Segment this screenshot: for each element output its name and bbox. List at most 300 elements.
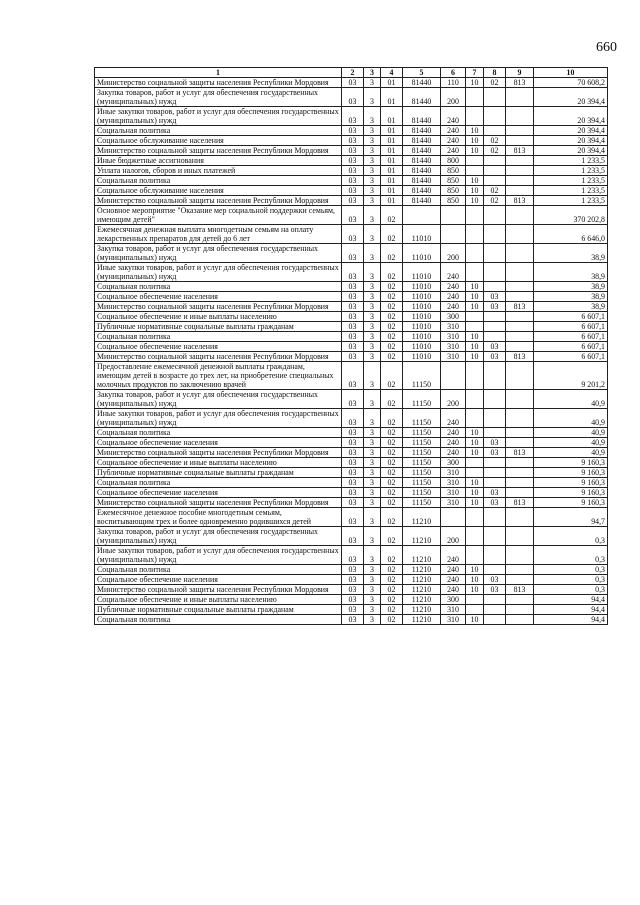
row-name-cell: Социальное обеспечение населения bbox=[95, 488, 342, 498]
subsection-code-cell bbox=[484, 166, 506, 176]
expense-type-cell: 310 bbox=[441, 488, 466, 498]
row-name-cell: Социальная политика bbox=[95, 478, 342, 488]
expense-type-cell: 310 bbox=[441, 468, 466, 478]
program-cell: 3 bbox=[364, 498, 381, 508]
subsection-code-cell: 03 bbox=[484, 292, 506, 302]
row-name-cell: Социальное обеспечение населения bbox=[95, 342, 342, 352]
target-item-cell: 11150 bbox=[403, 362, 441, 390]
table-row bbox=[95, 342, 608, 352]
target-item-cell: 11010 bbox=[403, 322, 441, 332]
expense-type-cell: 310 bbox=[441, 342, 466, 352]
expense-type-cell: 240 bbox=[441, 107, 466, 126]
expense-type-cell: 310 bbox=[441, 615, 466, 625]
amount-cell: 40,9 bbox=[534, 409, 608, 428]
subprogram-cell: 01 bbox=[381, 176, 403, 186]
expense-type-cell: 300 bbox=[441, 458, 466, 468]
table-row bbox=[95, 595, 608, 605]
subprogram-cell: 02 bbox=[381, 342, 403, 352]
subsection-code-cell: 03 bbox=[484, 342, 506, 352]
expense-type-cell: 240 bbox=[441, 126, 466, 136]
row-name-cell: Иные закупки товаров, работ и услуг для обеспечения государственных (муниципальных) нужд bbox=[95, 107, 342, 126]
table-row bbox=[95, 585, 608, 595]
section-cell: 03 bbox=[342, 332, 364, 342]
subsection-code-cell: 02 bbox=[484, 136, 506, 146]
amount-cell: 9 201,2 bbox=[534, 362, 608, 390]
amount-cell: 9 160,3 bbox=[534, 488, 608, 498]
row-name-cell: Закупка товаров, работ и услуг для обеспечения государственных (муниципальных) нужд bbox=[95, 244, 342, 263]
section-cell: 03 bbox=[342, 78, 364, 88]
subprogram-cell: 02 bbox=[381, 605, 403, 615]
subprogram-cell: 01 bbox=[381, 88, 403, 107]
amount-cell: 94,4 bbox=[534, 595, 608, 605]
program-cell: 3 bbox=[364, 546, 381, 565]
program-cell: 3 bbox=[364, 146, 381, 156]
subprogram-cell: 02 bbox=[381, 263, 403, 282]
row-name-cell: Закупка товаров, работ и услуг для обеспечения государственных (муниципальных) нужд bbox=[95, 527, 342, 546]
program-cell: 3 bbox=[364, 88, 381, 107]
target-item-cell: 11210 bbox=[403, 546, 441, 565]
table-row bbox=[95, 136, 608, 146]
program-cell: 3 bbox=[364, 176, 381, 186]
amount-cell: 6 607,1 bbox=[534, 312, 608, 322]
expense-type-cell: 310 bbox=[441, 322, 466, 332]
row-name-cell: Социальная политика bbox=[95, 565, 342, 575]
target-item-cell: 11010 bbox=[403, 332, 441, 342]
table-row bbox=[95, 605, 608, 615]
program-cell: 3 bbox=[364, 527, 381, 546]
ministry-code-cell bbox=[506, 312, 534, 322]
amount-cell: 9 160,3 bbox=[534, 458, 608, 468]
section-cell: 03 bbox=[342, 136, 364, 146]
section-code-cell bbox=[466, 263, 484, 282]
section-cell: 03 bbox=[342, 458, 364, 468]
subprogram-cell: 02 bbox=[381, 312, 403, 322]
target-item-cell: 11210 bbox=[403, 615, 441, 625]
program-cell: 3 bbox=[364, 575, 381, 585]
amount-cell: 0,3 bbox=[534, 546, 608, 565]
amount-cell: 9 160,3 bbox=[534, 498, 608, 508]
target-item-cell: 11150 bbox=[403, 438, 441, 448]
subprogram-cell: 02 bbox=[381, 362, 403, 390]
section-cell: 03 bbox=[342, 546, 364, 565]
column-header: 10 bbox=[534, 68, 608, 78]
program-cell: 3 bbox=[364, 107, 381, 126]
program-cell: 3 bbox=[364, 409, 381, 428]
subsection-code-cell bbox=[484, 107, 506, 126]
table-row bbox=[95, 448, 608, 458]
section-code-cell: 10 bbox=[466, 146, 484, 156]
section-cell: 03 bbox=[342, 478, 364, 488]
ministry-code-cell bbox=[506, 595, 534, 605]
section-cell: 03 bbox=[342, 186, 364, 196]
subprogram-cell: 02 bbox=[381, 332, 403, 342]
expense-type-cell bbox=[441, 225, 466, 244]
amount-cell: 370 202,8 bbox=[534, 206, 608, 225]
table-row bbox=[95, 263, 608, 282]
section-cell: 03 bbox=[342, 488, 364, 498]
section-code-cell: 10 bbox=[466, 302, 484, 312]
table-row bbox=[95, 282, 608, 292]
expense-type-cell: 240 bbox=[441, 409, 466, 428]
row-name-cell: Социальное обеспечение и иные выплаты населению bbox=[95, 595, 342, 605]
subprogram-cell: 02 bbox=[381, 508, 403, 527]
subprogram-cell: 02 bbox=[381, 468, 403, 478]
table-row bbox=[95, 225, 608, 244]
subprogram-cell: 01 bbox=[381, 196, 403, 206]
expense-type-cell: 110 bbox=[441, 78, 466, 88]
subsection-code-cell bbox=[484, 527, 506, 546]
row-name-cell: Социальное обслуживание населения bbox=[95, 186, 342, 196]
ministry-code-cell bbox=[506, 409, 534, 428]
table-row bbox=[95, 362, 608, 390]
table-row bbox=[95, 244, 608, 263]
subsection-code-cell: 03 bbox=[484, 302, 506, 312]
section-code-cell: 10 bbox=[466, 186, 484, 196]
section-code-cell: 10 bbox=[466, 196, 484, 206]
target-item-cell: 11150 bbox=[403, 458, 441, 468]
amount-cell: 40,9 bbox=[534, 448, 608, 458]
row-name-cell: Социальное обеспечение и иные выплаты населению bbox=[95, 458, 342, 468]
target-item-cell: 11210 bbox=[403, 527, 441, 546]
amount-cell: 6 607,1 bbox=[534, 332, 608, 342]
row-name-cell: Министерство социальной защиты населения Республики Мордовия bbox=[95, 448, 342, 458]
ministry-code-cell bbox=[506, 468, 534, 478]
row-name-cell: Министерство социальной защиты населения Республики Мордовия bbox=[95, 498, 342, 508]
row-name-cell: Иные закупки товаров, работ и услуг для обеспечения государственных (муниципальных) нужд bbox=[95, 546, 342, 565]
amount-cell: 9 160,3 bbox=[534, 478, 608, 488]
amount-cell: 70 608,2 bbox=[534, 78, 608, 88]
ministry-code-cell bbox=[506, 176, 534, 186]
section-cell: 03 bbox=[342, 565, 364, 575]
ministry-code-cell: 813 bbox=[506, 585, 534, 595]
ministry-code-cell bbox=[506, 488, 534, 498]
amount-cell: 38,9 bbox=[534, 282, 608, 292]
program-cell: 3 bbox=[364, 488, 381, 498]
section-code-cell bbox=[466, 322, 484, 332]
row-name-cell: Ежемесячная денежная выплата многодетным семьям на оплату лекарственных препаратов для детей до 6 лет bbox=[95, 225, 342, 244]
target-item-cell: 81440 bbox=[403, 156, 441, 166]
target-item-cell: 11210 bbox=[403, 575, 441, 585]
program-cell: 3 bbox=[364, 615, 381, 625]
section-code-cell: 10 bbox=[466, 292, 484, 302]
program-cell: 3 bbox=[364, 302, 381, 312]
target-item-cell: 11010 bbox=[403, 244, 441, 263]
expense-type-cell: 310 bbox=[441, 332, 466, 342]
section-cell: 03 bbox=[342, 322, 364, 332]
ministry-code-cell bbox=[506, 478, 534, 488]
section-cell: 03 bbox=[342, 595, 364, 605]
program-cell: 3 bbox=[364, 292, 381, 302]
column-header: 1 bbox=[95, 68, 342, 78]
table-row bbox=[95, 322, 608, 332]
subprogram-cell: 02 bbox=[381, 575, 403, 585]
row-name-cell: Социальная политика bbox=[95, 615, 342, 625]
subprogram-cell: 02 bbox=[381, 448, 403, 458]
table-row bbox=[95, 458, 608, 468]
section-code-cell: 10 bbox=[466, 498, 484, 508]
amount-cell: 0,3 bbox=[534, 527, 608, 546]
table-row bbox=[95, 508, 608, 527]
amount-cell: 38,9 bbox=[534, 292, 608, 302]
amount-cell: 1 233,5 bbox=[534, 156, 608, 166]
amount-cell: 6 646,0 bbox=[534, 225, 608, 244]
subsection-code-cell bbox=[484, 362, 506, 390]
target-item-cell: 81440 bbox=[403, 126, 441, 136]
subsection-code-cell: 03 bbox=[484, 585, 506, 595]
subprogram-cell: 02 bbox=[381, 585, 403, 595]
subprogram-cell: 01 bbox=[381, 136, 403, 146]
program-cell: 3 bbox=[364, 225, 381, 244]
program-cell: 3 bbox=[364, 448, 381, 458]
program-cell: 3 bbox=[364, 478, 381, 488]
subsection-code-cell bbox=[484, 409, 506, 428]
amount-cell: 38,9 bbox=[534, 302, 608, 312]
row-name-cell: Социальная политика bbox=[95, 332, 342, 342]
target-item-cell: 11150 bbox=[403, 498, 441, 508]
program-cell: 3 bbox=[364, 312, 381, 322]
expense-type-cell: 850 bbox=[441, 196, 466, 206]
column-header: 9 bbox=[506, 68, 534, 78]
program-cell: 3 bbox=[364, 468, 381, 478]
section-code-cell: 10 bbox=[466, 448, 484, 458]
section-cell: 03 bbox=[342, 196, 364, 206]
row-name-cell: Иные бюджетные ассигнования bbox=[95, 156, 342, 166]
target-item-cell: 11010 bbox=[403, 292, 441, 302]
expense-type-cell: 240 bbox=[441, 585, 466, 595]
subprogram-cell: 02 bbox=[381, 390, 403, 409]
section-code-cell bbox=[466, 468, 484, 478]
section-code-cell: 10 bbox=[466, 342, 484, 352]
target-item-cell: 11210 bbox=[403, 595, 441, 605]
program-cell: 3 bbox=[364, 263, 381, 282]
table-header-row bbox=[95, 68, 608, 78]
ministry-code-cell bbox=[506, 186, 534, 196]
target-item-cell: 11010 bbox=[403, 342, 441, 352]
section-cell: 03 bbox=[342, 107, 364, 126]
expense-type-cell: 310 bbox=[441, 498, 466, 508]
table-row bbox=[95, 409, 608, 428]
subprogram-cell: 02 bbox=[381, 615, 403, 625]
expense-type-cell: 300 bbox=[441, 312, 466, 322]
target-item-cell: 11150 bbox=[403, 478, 441, 488]
table-row bbox=[95, 438, 608, 448]
target-item-cell: 11150 bbox=[403, 448, 441, 458]
row-name-cell: Основное мероприятие "Оказание мер социальной поддержки семьям, имеющим детей" bbox=[95, 206, 342, 225]
subsection-code-cell bbox=[484, 615, 506, 625]
amount-cell: 40,9 bbox=[534, 438, 608, 448]
section-code-cell: 10 bbox=[466, 565, 484, 575]
amount-cell: 38,9 bbox=[534, 263, 608, 282]
ministry-code-cell bbox=[506, 362, 534, 390]
section-code-cell: 10 bbox=[466, 488, 484, 498]
expense-type-cell: 850 bbox=[441, 166, 466, 176]
row-name-cell: Социальное обслуживание населения bbox=[95, 136, 342, 146]
ministry-code-cell bbox=[506, 438, 534, 448]
expense-type-cell: 240 bbox=[441, 575, 466, 585]
expense-type-cell: 240 bbox=[441, 546, 466, 565]
section-code-cell bbox=[466, 409, 484, 428]
section-code-cell: 10 bbox=[466, 352, 484, 362]
section-cell: 03 bbox=[342, 292, 364, 302]
subsection-code-cell: 02 bbox=[484, 196, 506, 206]
subprogram-cell: 02 bbox=[381, 352, 403, 362]
row-name-cell: Уплата налогов, сборов и иных платежей bbox=[95, 166, 342, 176]
table-row bbox=[95, 78, 608, 88]
section-code-cell: 10 bbox=[466, 615, 484, 625]
subsection-code-cell: 03 bbox=[484, 575, 506, 585]
ministry-code-cell bbox=[506, 156, 534, 166]
row-name-cell: Закупка товаров, работ и услуг для обеспечения государственных (муниципальных) нужд bbox=[95, 88, 342, 107]
section-cell: 03 bbox=[342, 575, 364, 585]
amount-cell: 94,4 bbox=[534, 605, 608, 615]
column-header: 5 bbox=[403, 68, 441, 78]
section-code-cell bbox=[466, 225, 484, 244]
section-cell: 03 bbox=[342, 312, 364, 322]
target-item-cell: 81440 bbox=[403, 166, 441, 176]
expense-type-cell: 240 bbox=[441, 302, 466, 312]
ministry-code-cell bbox=[506, 206, 534, 225]
program-cell: 3 bbox=[364, 438, 381, 448]
section-cell: 03 bbox=[342, 206, 364, 225]
section-cell: 03 bbox=[342, 352, 364, 362]
ministry-code-cell bbox=[506, 282, 534, 292]
ministry-code-cell bbox=[506, 390, 534, 409]
section-code-cell bbox=[466, 546, 484, 565]
subsection-code-cell bbox=[484, 88, 506, 107]
subsection-code-cell: 03 bbox=[484, 448, 506, 458]
program-cell: 3 bbox=[364, 332, 381, 342]
ministry-code-cell bbox=[506, 508, 534, 527]
amount-cell: 20 394,4 bbox=[534, 146, 608, 156]
row-name-cell: Иные закупки товаров, работ и услуг для обеспечения государственных (муниципальных) нужд bbox=[95, 263, 342, 282]
row-name-cell: Министерство социальной защиты населения Республики Мордовия bbox=[95, 196, 342, 206]
subsection-code-cell bbox=[484, 565, 506, 575]
section-cell: 03 bbox=[342, 390, 364, 409]
subsection-code-cell: 02 bbox=[484, 78, 506, 88]
expense-type-cell: 310 bbox=[441, 478, 466, 488]
target-item-cell: 11150 bbox=[403, 390, 441, 409]
expense-type-cell: 240 bbox=[441, 565, 466, 575]
subprogram-cell: 02 bbox=[381, 458, 403, 468]
table-row bbox=[95, 186, 608, 196]
budget-table bbox=[94, 67, 608, 625]
section-code-cell bbox=[466, 88, 484, 107]
section-cell: 03 bbox=[342, 225, 364, 244]
ministry-code-cell bbox=[506, 263, 534, 282]
program-cell: 3 bbox=[364, 508, 381, 527]
section-cell: 03 bbox=[342, 527, 364, 546]
target-item-cell: 11010 bbox=[403, 263, 441, 282]
subprogram-cell: 02 bbox=[381, 488, 403, 498]
table-row bbox=[95, 156, 608, 166]
program-cell: 3 bbox=[364, 282, 381, 292]
expense-type-cell: 850 bbox=[441, 186, 466, 196]
table-row bbox=[95, 488, 608, 498]
expense-type-cell: 200 bbox=[441, 390, 466, 409]
amount-cell: 94,7 bbox=[534, 508, 608, 527]
target-item-cell: 11150 bbox=[403, 409, 441, 428]
expense-type-cell: 200 bbox=[441, 244, 466, 263]
section-cell: 03 bbox=[342, 244, 364, 263]
expense-type-cell: 310 bbox=[441, 352, 466, 362]
table-row bbox=[95, 196, 608, 206]
ministry-code-cell bbox=[506, 546, 534, 565]
column-header: 8 bbox=[484, 68, 506, 78]
subsection-code-cell: 03 bbox=[484, 352, 506, 362]
subsection-code-cell bbox=[484, 282, 506, 292]
section-cell: 03 bbox=[342, 409, 364, 428]
expense-type-cell: 300 bbox=[441, 595, 466, 605]
row-name-cell: Социальная политика bbox=[95, 126, 342, 136]
expense-type-cell: 200 bbox=[441, 527, 466, 546]
subprogram-cell: 01 bbox=[381, 156, 403, 166]
row-name-cell: Социальная политика bbox=[95, 282, 342, 292]
section-code-cell: 10 bbox=[466, 585, 484, 595]
table-row bbox=[95, 565, 608, 575]
section-cell: 03 bbox=[342, 166, 364, 176]
expense-type-cell: 200 bbox=[441, 88, 466, 107]
table-row bbox=[95, 206, 608, 225]
subprogram-cell: 02 bbox=[381, 322, 403, 332]
section-cell: 03 bbox=[342, 126, 364, 136]
expense-type-cell: 240 bbox=[441, 448, 466, 458]
section-cell: 03 bbox=[342, 156, 364, 166]
program-cell: 3 bbox=[364, 585, 381, 595]
ministry-code-cell bbox=[506, 107, 534, 126]
section-cell: 03 bbox=[342, 342, 364, 352]
subsection-code-cell bbox=[484, 322, 506, 332]
table-row bbox=[95, 146, 608, 156]
expense-type-cell: 240 bbox=[441, 146, 466, 156]
section-cell: 03 bbox=[342, 176, 364, 186]
section-cell: 03 bbox=[342, 605, 364, 615]
row-name-cell: Министерство социальной защиты населения Республики Мордовия bbox=[95, 146, 342, 156]
program-cell: 3 bbox=[364, 196, 381, 206]
amount-cell: 6 607,1 bbox=[534, 352, 608, 362]
table-row bbox=[95, 546, 608, 565]
section-code-cell bbox=[466, 244, 484, 263]
ministry-code-cell: 813 bbox=[506, 302, 534, 312]
section-cell: 03 bbox=[342, 263, 364, 282]
program-cell: 3 bbox=[364, 362, 381, 390]
subsection-code-cell: 03 bbox=[484, 498, 506, 508]
row-name-cell: Социальное обеспечение населения bbox=[95, 292, 342, 302]
row-name-cell: Социальная политика bbox=[95, 428, 342, 438]
row-name-cell: Министерство социальной защиты населения Республики Мордовия bbox=[95, 302, 342, 312]
subprogram-cell: 02 bbox=[381, 478, 403, 488]
section-cell: 03 bbox=[342, 146, 364, 156]
section-code-cell bbox=[466, 605, 484, 615]
subsection-code-cell bbox=[484, 312, 506, 322]
program-cell: 3 bbox=[364, 136, 381, 146]
row-name-cell: Публичные нормативные социальные выплаты гражданам bbox=[95, 322, 342, 332]
table-row bbox=[95, 575, 608, 585]
program-cell: 3 bbox=[364, 565, 381, 575]
target-item-cell: 11010 bbox=[403, 312, 441, 322]
subsection-code-cell bbox=[484, 390, 506, 409]
subsection-code-cell bbox=[484, 508, 506, 527]
row-name-cell: Министерство социальной защиты населения Республики Мордовия bbox=[95, 352, 342, 362]
target-item-cell: 81440 bbox=[403, 196, 441, 206]
expense-type-cell: 240 bbox=[441, 282, 466, 292]
program-cell: 3 bbox=[364, 186, 381, 196]
subsection-code-cell: 02 bbox=[484, 186, 506, 196]
subsection-code-cell bbox=[484, 458, 506, 468]
subsection-code-cell: 02 bbox=[484, 146, 506, 156]
amount-cell: 6 607,1 bbox=[534, 322, 608, 332]
section-code-cell: 10 bbox=[466, 428, 484, 438]
section-cell: 03 bbox=[342, 498, 364, 508]
